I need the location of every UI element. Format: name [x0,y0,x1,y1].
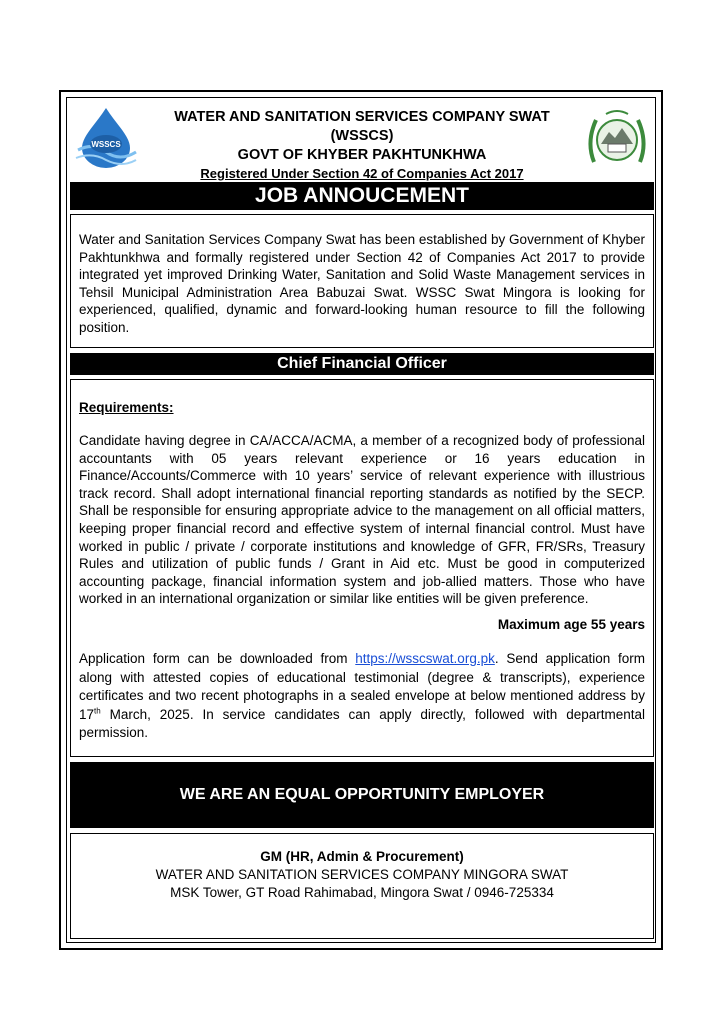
intro-box [70,214,654,348]
position-banner: Chief Financial Officer [70,353,654,375]
job-announcement-banner: JOB ANNOUCEMENT [70,182,654,210]
equal-opportunity-banner: WE ARE AN EQUAL OPPORTUNITY EMPLOYER [70,762,654,828]
wsscs-logo [74,106,138,170]
requirements-box [70,379,654,757]
kpk-seal [584,106,650,172]
letterhead [70,100,654,181]
svg-text:WSSCS: WSSCS [91,140,121,149]
intro-paragraph: Water and Sanitation Services Company Swat has been established by Government of Khyber Pakhtunkhwa and formally registered under Section 42 of Companies Act 2017 to provide integrated yet improved Drinking Water, Sanitation and Solid Waste Management services in Tehsil Municipal Administration Area Babuzai Swat. WSSC Swat Mingora is looking for experienced, qualified, dynamic and forward-looking human resource to fill the following position. [79,232,645,335]
requirements-paragraph: Candidate having degree in CA/ACCA/ACMA, a member of a recognized body of professional accountants with 05 years relevant experience or 16 years education in Finance/Accounts/Commerce with 10 years’ service of relevant experience with illustrious track record. Shall adopt international financial reporting standards as notified by the SECP. Shall be responsible for ensuring appropriate advice to the management on all official matters, keeping proper financial record and effective system of internal financial control. Must have worked in public / private / corporate institutions and knowledge of GFR, FR/SRs, Treasury Rules and utilization of public funds / Grant in Aid etc. Must be good in computerized accounting package, financial information system and job-allied matters. Those who have worked in an international organization or similar like entities will be given preference. [79,433,645,607]
contact-company: WATER AND SANITATION SERVICES COMPANY MINGORA SWAT [155,867,569,882]
application-paragraph: Application form can be downloaded from https://wsscswat.org.pk. Send application form along with attested copies of educational testimonial (degree & transcripts), experience certificates and two recent photographs in a sealed envelope at below mentioned address by 17th March, 2025. In service candidates can apply directly, followed with departmental permission. [79,651,645,740]
requirements-heading: Requirements: [79,400,174,415]
website-link[interactable]: https://wsscswat.org.pk [355,651,495,666]
max-age: Maximum age 55 years [497,617,645,632]
company-name: WATER AND SANITATION SERVICES COMPANY SWAT (WSSCS) [174,109,550,144]
contact-title: GM (HR, Admin & Procurement) [260,849,464,864]
government-line: GOVT OF KHYBER PAKHTUNKHWA [237,147,487,163]
registration-line: Registered Under Section 42 of Companies Act 2017 [200,166,524,181]
contact-box [70,833,654,939]
contact-address: MSK Tower, GT Road Rahimabad, Mingora Swat / 0946-725334 [170,885,554,900]
